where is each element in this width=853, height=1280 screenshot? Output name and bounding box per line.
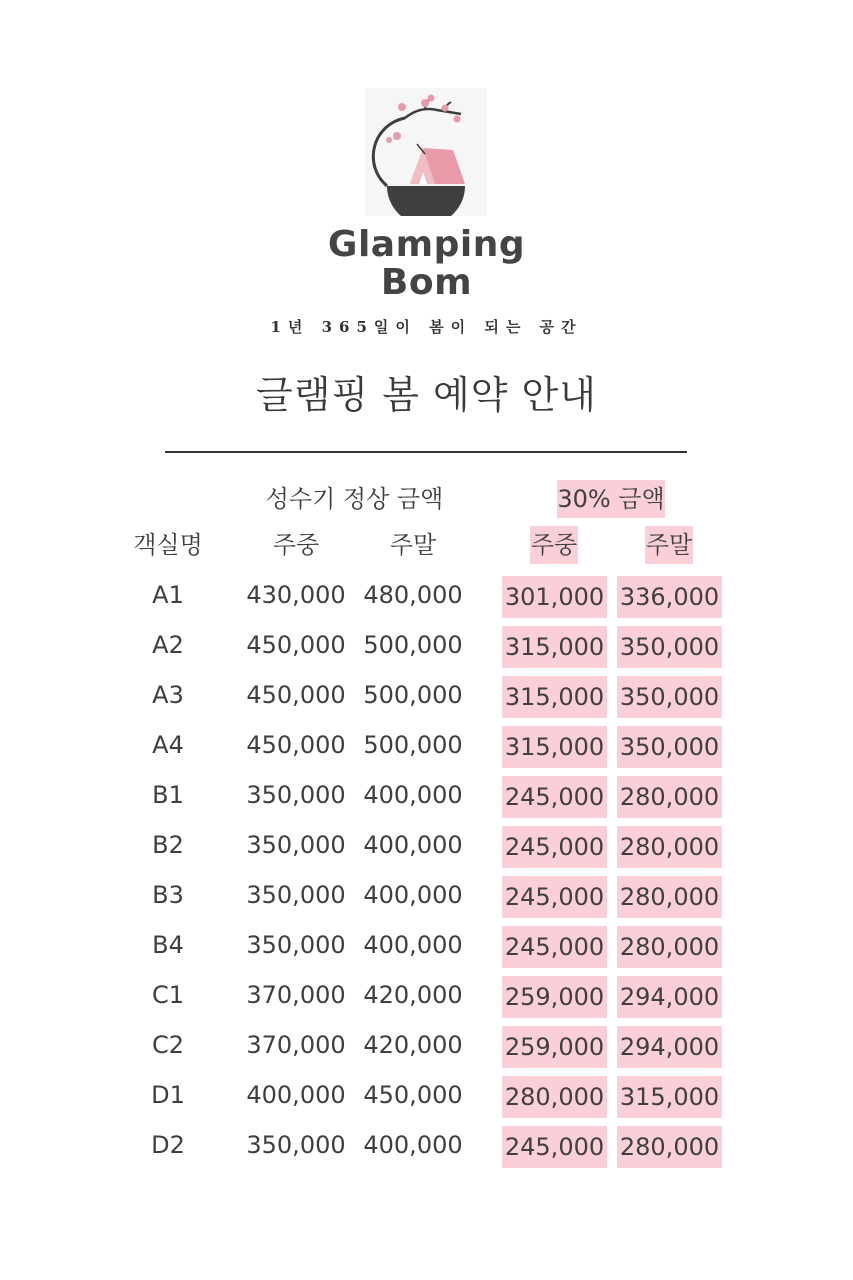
discount-weekend-price: 294,000 bbox=[617, 976, 722, 1018]
room-name: C1 bbox=[151, 981, 185, 1009]
column-header-weekday: 주중 bbox=[272, 531, 320, 559]
weekend-price: 500,000 bbox=[363, 631, 463, 659]
room-name: B2 bbox=[152, 831, 184, 859]
discount-weekday-price: 315,000 bbox=[502, 676, 607, 718]
weekend-price: 420,000 bbox=[363, 981, 463, 1009]
weekend-price: 400,000 bbox=[363, 1131, 463, 1159]
discount-weekday-price: 245,000 bbox=[502, 1126, 607, 1168]
discount-weekday-price: 245,000 bbox=[502, 826, 607, 868]
discount-weekend-price: 280,000 bbox=[617, 876, 722, 918]
discount-weekday-price: 259,000 bbox=[502, 976, 607, 1018]
weekend-price: 450,000 bbox=[363, 1081, 463, 1109]
weekend-price: 400,000 bbox=[363, 831, 463, 859]
weekday-price: 350,000 bbox=[246, 1131, 346, 1159]
discount-weekday-price: 280,000 bbox=[502, 1076, 607, 1118]
weekend-price: 400,000 bbox=[363, 781, 463, 809]
discount-weekend-price: 336,000 bbox=[617, 576, 722, 618]
room-name: A4 bbox=[152, 731, 184, 759]
slogan: 1년 365일이 봄이 되는 공간 bbox=[270, 318, 583, 336]
weekday-price: 350,000 bbox=[246, 831, 346, 859]
room-name: D1 bbox=[151, 1081, 185, 1109]
discount-weekday-price: 315,000 bbox=[502, 626, 607, 668]
discount-weekday-price: 315,000 bbox=[502, 726, 607, 768]
weekend-price: 420,000 bbox=[363, 1031, 463, 1059]
group-header-peak: 성수기 정상 금액 bbox=[265, 485, 444, 513]
weekday-price: 450,000 bbox=[246, 731, 346, 759]
weekend-price: 400,000 bbox=[363, 931, 463, 959]
discount-weekend-price: 280,000 bbox=[617, 776, 722, 818]
weekend-price: 500,000 bbox=[363, 681, 463, 709]
column-header-room: 객실명 bbox=[133, 531, 203, 559]
discount-weekday-price: 259,000 bbox=[502, 1026, 607, 1068]
room-name: C2 bbox=[151, 1031, 185, 1059]
discount-weekend-price: 315,000 bbox=[617, 1076, 722, 1118]
weekday-price: 370,000 bbox=[246, 1031, 346, 1059]
column-header-discount-weekday: 주중 bbox=[530, 526, 578, 564]
weekday-price: 400,000 bbox=[246, 1081, 346, 1109]
weekend-price: 480,000 bbox=[363, 581, 463, 609]
room-name: A2 bbox=[152, 631, 184, 659]
discount-weekday-price: 245,000 bbox=[502, 926, 607, 968]
discount-weekend-price: 280,000 bbox=[617, 926, 722, 968]
divider bbox=[165, 451, 687, 453]
discount-weekend-price: 350,000 bbox=[617, 676, 722, 718]
discount-weekend-price: 280,000 bbox=[617, 826, 722, 868]
brand-name-line1: Glamping bbox=[327, 224, 526, 265]
discount-weekday-price: 245,000 bbox=[502, 876, 607, 918]
weekday-price: 350,000 bbox=[246, 881, 346, 909]
group-header-discount: 30% 금액 bbox=[557, 480, 665, 518]
brand-name-line2: Bom bbox=[380, 262, 473, 303]
weekend-price: 400,000 bbox=[363, 881, 463, 909]
weekday-price: 350,000 bbox=[246, 931, 346, 959]
column-header-weekend: 주말 bbox=[389, 531, 437, 559]
weekday-price: 450,000 bbox=[246, 631, 346, 659]
room-name: B3 bbox=[152, 881, 184, 909]
discount-weekday-price: 301,000 bbox=[502, 576, 607, 618]
weekend-price: 500,000 bbox=[363, 731, 463, 759]
room-name: B1 bbox=[152, 781, 184, 809]
weekday-price: 350,000 bbox=[246, 781, 346, 809]
page-title: 글램핑 봄 예약 안내 bbox=[256, 373, 597, 417]
discount-weekend-price: 350,000 bbox=[617, 626, 722, 668]
discount-weekend-price: 294,000 bbox=[617, 1026, 722, 1068]
room-name: A1 bbox=[152, 581, 184, 609]
glamping-bom-logo bbox=[365, 88, 487, 216]
room-name: B4 bbox=[152, 931, 184, 959]
discount-weekend-price: 280,000 bbox=[617, 1126, 722, 1168]
weekday-price: 450,000 bbox=[246, 681, 346, 709]
room-name: D2 bbox=[151, 1131, 185, 1159]
column-header-discount-weekend: 주말 bbox=[645, 526, 693, 564]
weekday-price: 370,000 bbox=[246, 981, 346, 1009]
room-name: A3 bbox=[152, 681, 184, 709]
discount-weekend-price: 350,000 bbox=[617, 726, 722, 768]
discount-weekday-price: 245,000 bbox=[502, 776, 607, 818]
weekday-price: 430,000 bbox=[246, 581, 346, 609]
